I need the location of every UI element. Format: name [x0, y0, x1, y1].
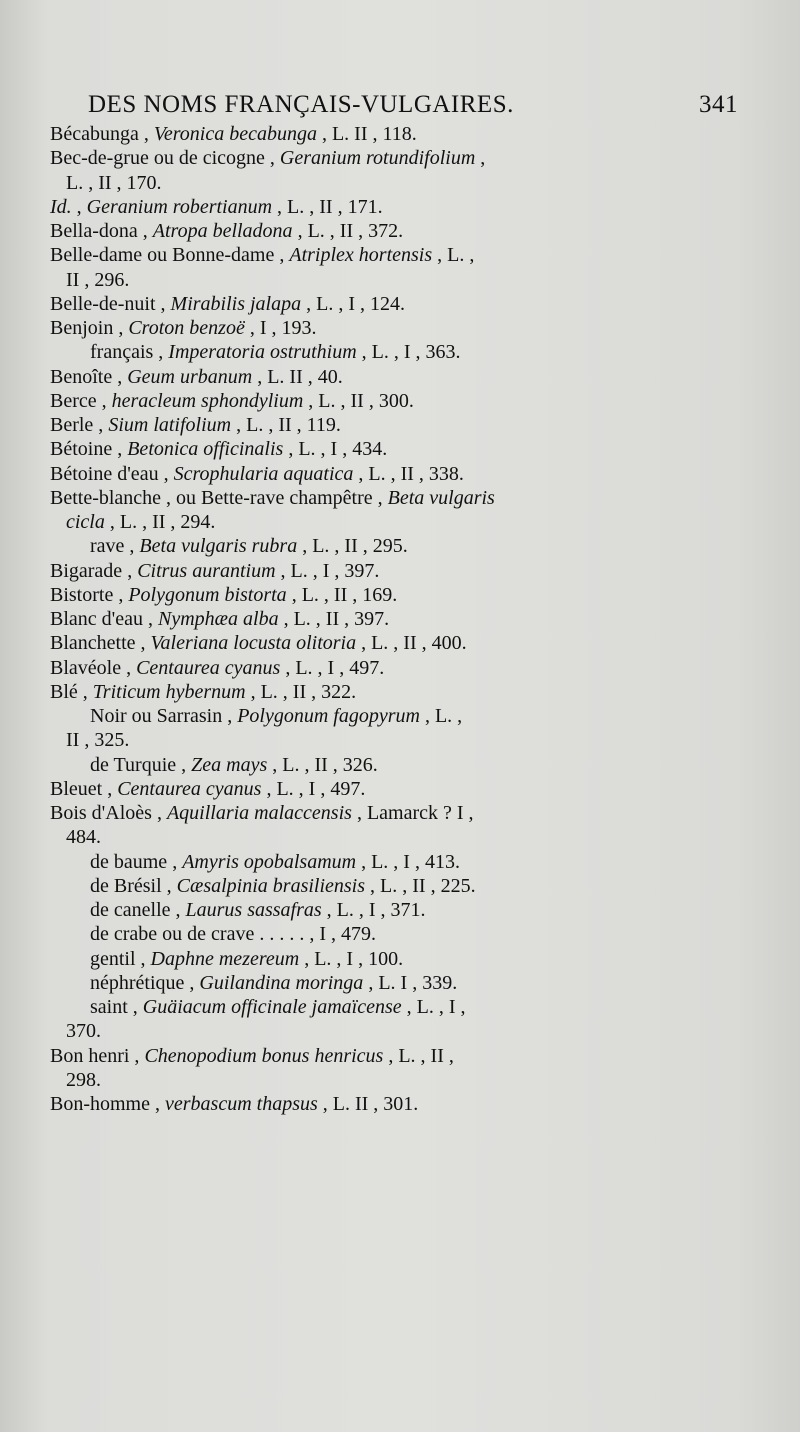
entry-text: , L. , I , 434. [283, 438, 388, 461]
index-line [50, 389, 690, 413]
entry-text: Bois d'Aloès , [50, 802, 167, 824]
latin-name: heracleum sphondylium [111, 389, 304, 412]
entry-text: Blanc d'eau , [50, 608, 159, 630]
latin-name: Veronica becabunga [153, 123, 317, 145]
index-line [50, 971, 690, 995]
index-line [50, 292, 690, 316]
entry-text: , L. , I , 397. [275, 559, 380, 582]
entry-text: , L. , [419, 705, 463, 727]
index-line [50, 171, 690, 195]
entry-text: II , 325. [66, 729, 130, 752]
entry-text: Bon-homme , [50, 1093, 165, 1115]
entry-text: , L. II , 118. [316, 123, 417, 145]
latin-name: Polygonum bistorta [128, 583, 287, 606]
entry-text: rave , [90, 535, 140, 558]
index-line [50, 898, 690, 922]
index-line [50, 607, 690, 631]
index-line [50, 437, 690, 461]
latin-name: Laurus sassafras [185, 899, 322, 921]
entry-text: , L. , II , 225. [365, 874, 476, 897]
latin-name: Aquillaria malaccensis [166, 802, 352, 824]
index-line [50, 1068, 690, 1092]
entry-text: 370. [66, 1020, 101, 1043]
entry-text: L. , II , 170. [66, 171, 162, 194]
entry-text: , L. , I , 371. [321, 899, 426, 921]
latin-name: Guäiacum officinale jamaïcense [142, 996, 402, 1018]
entry-text: Benjoin , [50, 317, 129, 339]
page-number: 341 [699, 91, 738, 118]
entry-text: Bécabunga , [50, 123, 154, 145]
index-line [50, 365, 690, 389]
entry-text: Bigarade , [50, 559, 138, 582]
entry-text: Bétoine d'eau , [50, 462, 174, 485]
entry-text: 298. [66, 1068, 101, 1091]
entry-text: gentil , [90, 947, 151, 970]
entry-text: Blanchette , [50, 632, 151, 655]
entry-text: , L. I , 339. [363, 971, 458, 994]
entry-text: français , [90, 341, 169, 364]
latin-name: Atriplex hortensis [289, 244, 433, 267]
index-line [50, 486, 690, 510]
latin-name: Scrophularia aquatica [173, 462, 354, 485]
index-line [50, 825, 690, 849]
entry-text: , L. , II , 400. [356, 632, 467, 655]
latin-name: Geranium rotundifolium [279, 147, 476, 170]
latin-name: Betonica officinalis [127, 438, 284, 461]
latin-name: Zea mays [191, 753, 268, 776]
index-line [50, 922, 690, 946]
index-line [50, 777, 690, 801]
entry-text: Berle , [50, 414, 109, 436]
index-line [50, 413, 690, 437]
index-line [50, 219, 690, 243]
entry-text: saint , [90, 996, 143, 1018]
entry-text: , L. , I , 124. [301, 292, 405, 315]
entry-text: , L. , II , 338. [353, 462, 464, 485]
index-line [50, 850, 690, 874]
index-line [50, 559, 690, 583]
entry-text: II , 296. [66, 268, 130, 291]
entry-text: , [475, 147, 486, 170]
latin-name: Imperatoria ostruthium [168, 341, 357, 364]
entry-text: , L. , II , 300. [303, 389, 414, 412]
entry-text: , L. , II , [383, 1044, 454, 1067]
header-title: DES NOMS FRANÇAIS-VULGAIRES. [88, 91, 514, 118]
entry-text: , L. , [432, 244, 475, 267]
index-line [50, 122, 690, 146]
latin-name: Valeriana locusta olitoria [150, 632, 357, 655]
entry-text: , L. , II , 397. [278, 608, 390, 630]
latin-name: Id. [50, 195, 72, 218]
entry-text: , L. , II , 119. [231, 414, 341, 436]
entry-text: , L. , I , 363. [356, 341, 461, 364]
entry-text: , L. , II , 372. [292, 220, 404, 242]
index-entries [50, 122, 690, 1116]
entry-text: , L. , II , 294. [104, 511, 216, 533]
latin-name: Croton benzoë [128, 317, 245, 339]
index-line [50, 631, 690, 655]
latin-name: verbascum thapsus [165, 1093, 318, 1115]
entry-text: de canelle , [90, 899, 186, 921]
latin-name: Sium latifolium [108, 414, 232, 436]
entry-text: , L. II , 301. [317, 1093, 419, 1115]
latin-name: Cæsalpinia brasiliensis [176, 874, 366, 897]
latin-name: Beta vulgaris [387, 486, 495, 509]
entry-text: , [71, 195, 87, 218]
index-line [50, 195, 690, 219]
entry-text: Noir ou Sarrasin , [90, 705, 238, 727]
entry-text: 484. [66, 826, 101, 849]
latin-name: Centaurea cyanus [136, 656, 281, 679]
entry-text: , L. , II , 169. [286, 583, 398, 606]
latin-name: Centaurea cyanus [117, 777, 262, 800]
index-line [50, 680, 690, 704]
latin-name: Amyris opobalsamum [182, 850, 357, 873]
latin-name: Beta vulgaris rubra [139, 535, 298, 558]
entry-text: , L. , I , 497. [280, 656, 385, 679]
entry-text: , L. , II , 326. [267, 753, 378, 776]
index-line [50, 510, 690, 534]
latin-name: Geranium robertianum [86, 195, 273, 218]
index-line [50, 462, 690, 486]
index-line [50, 1044, 690, 1068]
latin-name: Polygonum fagopyrum [237, 705, 420, 727]
entry-text: , L. , II , 322. [245, 680, 357, 703]
running-header [88, 90, 738, 120]
index-line [50, 656, 690, 680]
index-line [50, 268, 690, 292]
latin-name: Mirabilis jalapa [170, 292, 302, 315]
entry-text: , L. , II , 295. [297, 535, 408, 558]
entry-text: de crabe ou de crave . . . . . , I , 479. [90, 923, 376, 946]
entry-text: néphrétique , [90, 971, 200, 994]
entry-text: Belle-dame ou Bonne-dame , [50, 244, 290, 267]
index-line [50, 534, 690, 558]
entry-text: Berce , [50, 389, 112, 412]
index-line [50, 583, 690, 607]
entry-text: , L. , II , 171. [272, 195, 383, 218]
latin-name: Nymphæa alba [158, 608, 279, 630]
index-line [50, 316, 690, 340]
index-line [50, 801, 690, 825]
latin-name: Guilandina moringa [199, 971, 364, 994]
entry-text: Bleuet , [50, 777, 118, 800]
entry-text: , L. II , 40. [252, 365, 343, 388]
index-line [50, 1092, 690, 1116]
index-line [50, 728, 690, 752]
entry-text: , L. , I , 100. [299, 947, 404, 970]
latin-name: Chenopodium bonus henricus [144, 1044, 384, 1067]
index-line [50, 1019, 690, 1043]
entry-text: de Brésil , [90, 874, 177, 897]
entry-text: , L. , I , 497. [261, 777, 366, 800]
entry-text: , I , 193. [244, 317, 317, 339]
entry-text: de Turquie , [90, 753, 192, 776]
latin-name: Triticum hybernum [92, 680, 246, 703]
index-line [50, 340, 690, 364]
latin-name: Atropa belladona [152, 220, 293, 242]
entry-text: Belle-de-nuit , [50, 292, 171, 315]
index-line [50, 704, 690, 728]
entry-text: Blé , [50, 680, 93, 703]
entry-text: Bec-de-grue ou de cicogne , [50, 147, 280, 170]
entry-text: , L. , I , 413. [356, 850, 460, 873]
latin-name: Citrus aurantium [137, 559, 276, 582]
index-line [50, 243, 690, 267]
index-line [50, 753, 690, 777]
entry-text: Bétoine , [50, 438, 128, 461]
entry-text: Bistorte , [50, 583, 129, 606]
entry-text: , L. , I , [401, 996, 466, 1018]
latin-name: Daphne mezereum [150, 947, 300, 970]
entry-text: Bella-dona , [50, 220, 153, 242]
entry-text: , Lamarck ? I , [351, 802, 474, 824]
entry-text: Benoîte , [50, 365, 128, 388]
entry-text: Bon henri , [50, 1044, 145, 1067]
index-line [50, 874, 690, 898]
index-line [50, 947, 690, 971]
index-line [50, 146, 690, 170]
entry-text: de baume , [90, 850, 183, 873]
entry-text: Bette-blanche , ou Bette-rave champêtre , [50, 486, 388, 509]
latin-name: cicla [66, 511, 105, 533]
index-line [50, 995, 690, 1019]
latin-name: Geum urbanum [127, 365, 253, 388]
entry-text: Blavéole , [50, 656, 137, 679]
